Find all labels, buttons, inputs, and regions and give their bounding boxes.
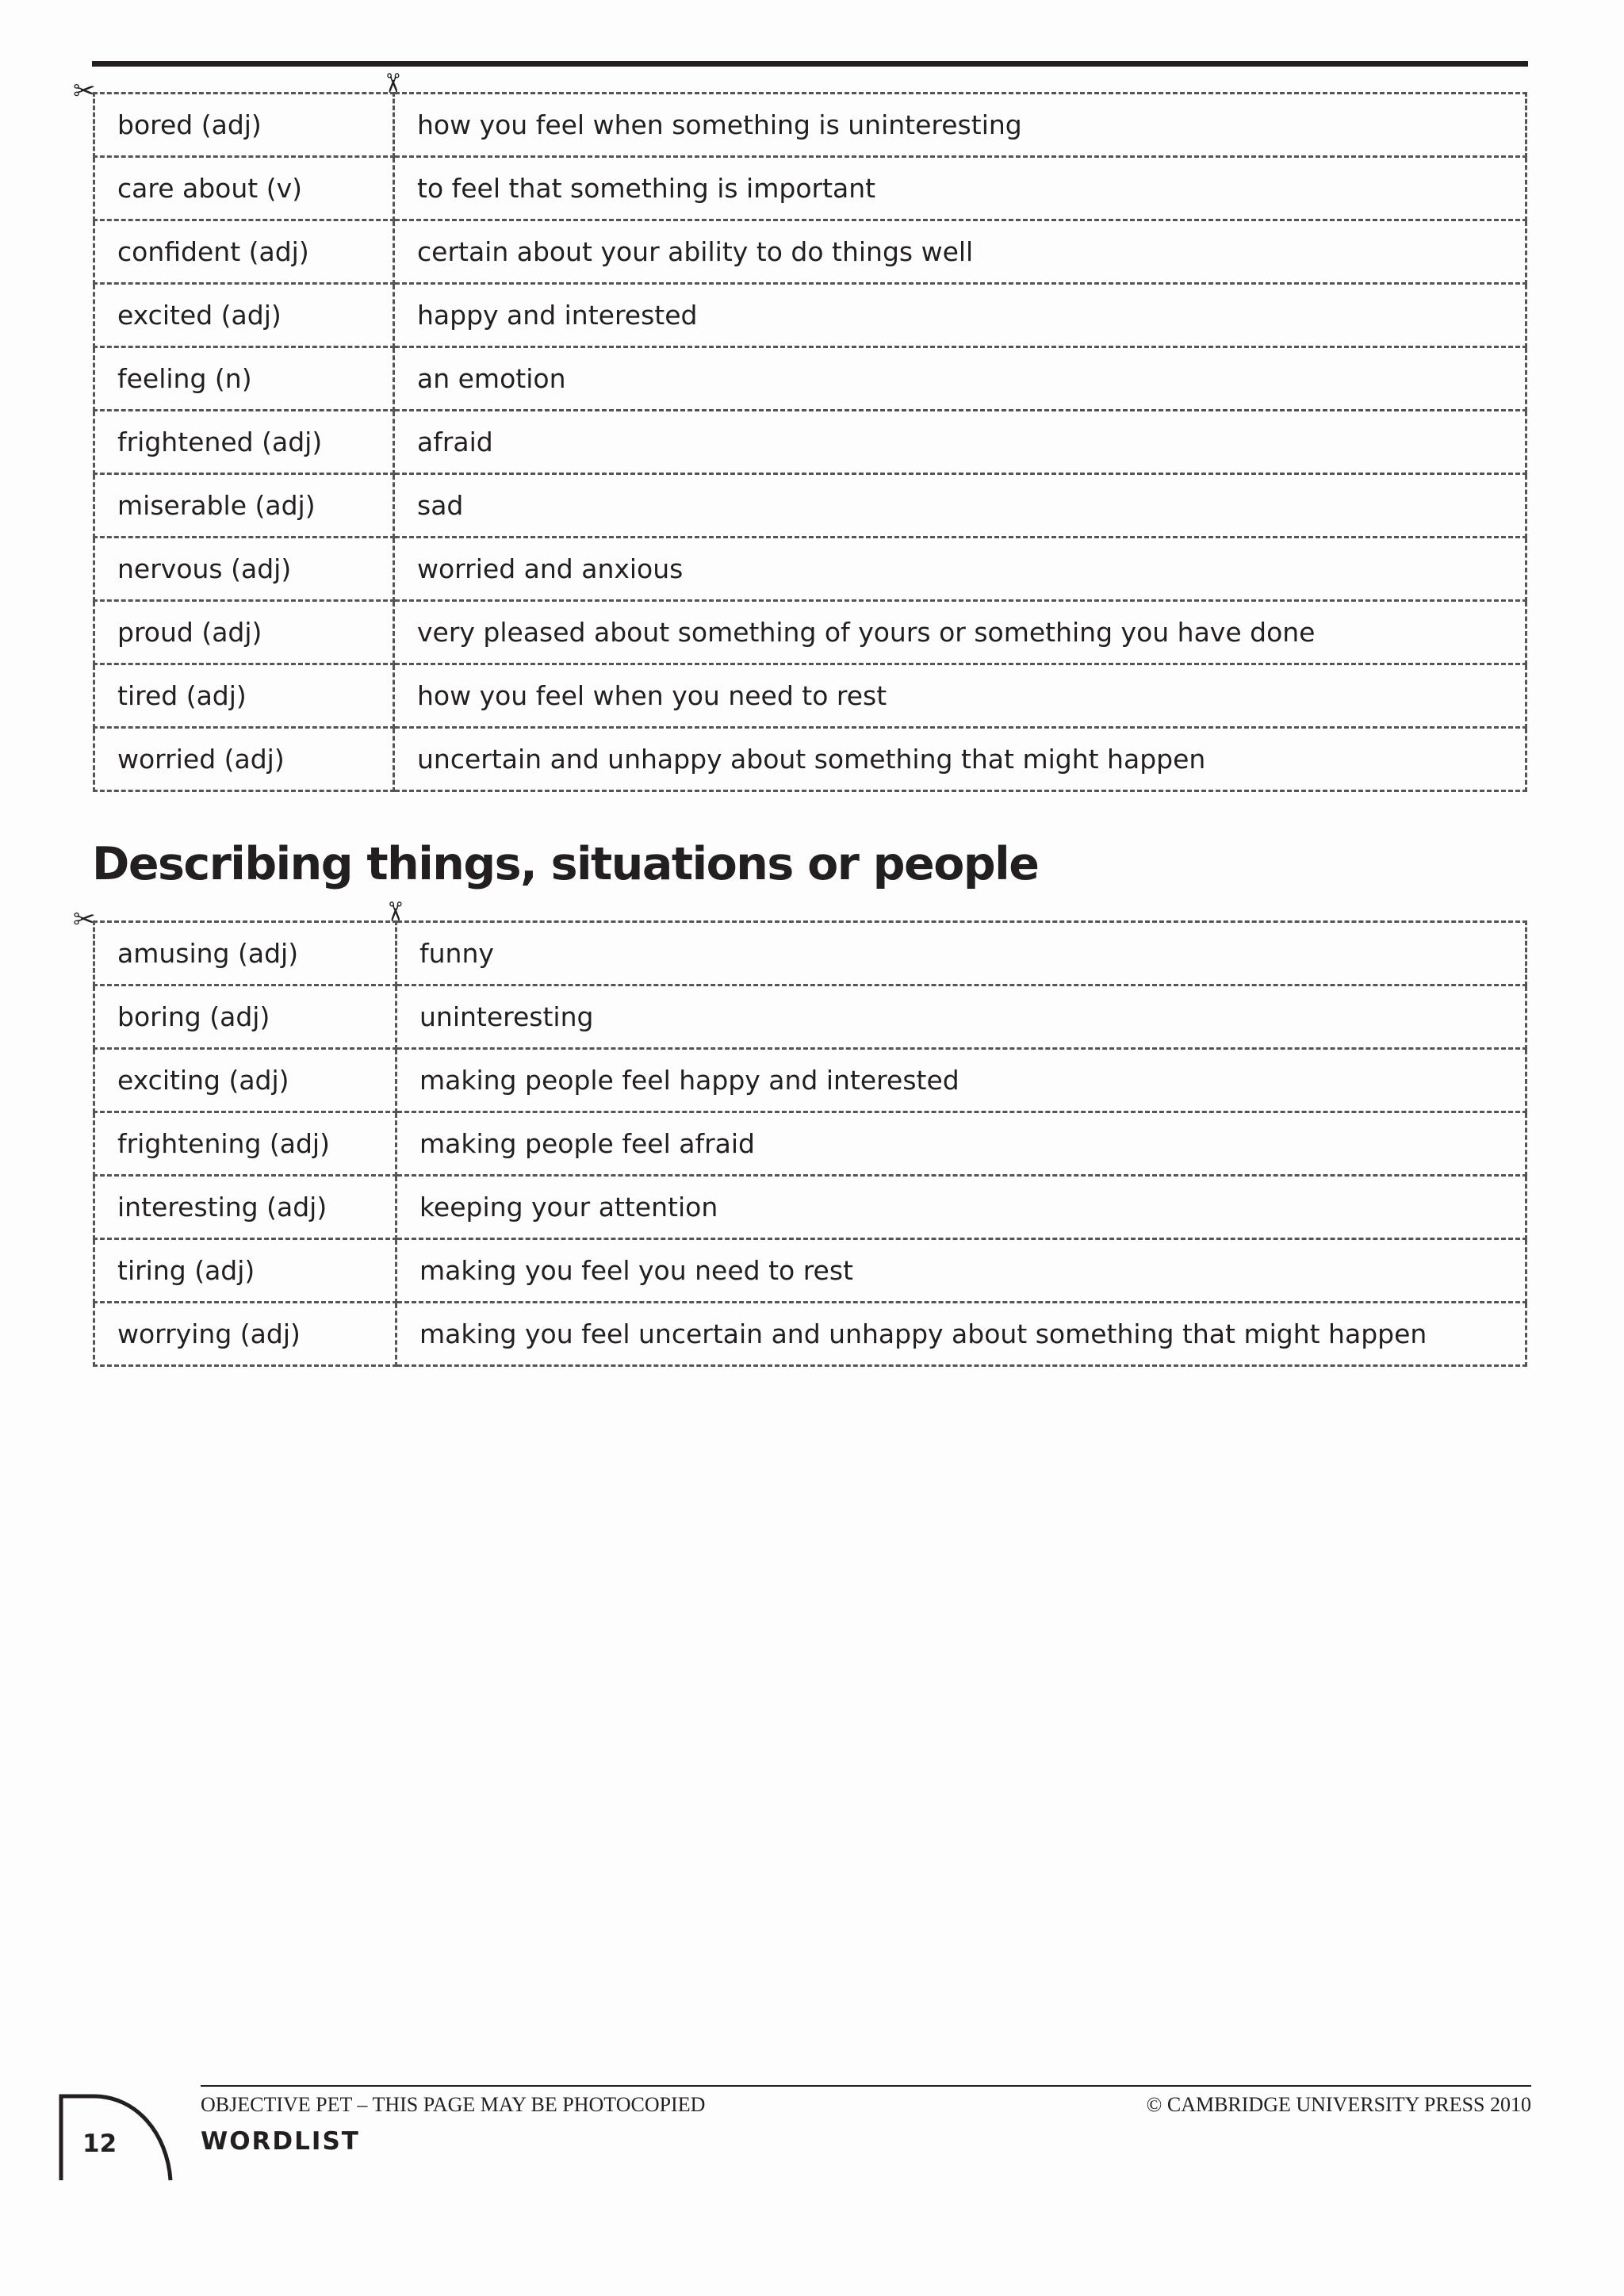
word-cell: frightening (adj)	[94, 1112, 396, 1176]
definition-cell: to feel that something is important	[394, 157, 1526, 220]
table-row	[94, 664, 1526, 728]
table-row	[94, 94, 1526, 157]
definition-cell: making people feel happy and interested	[396, 1049, 1526, 1112]
definition-cell: funny	[396, 922, 1526, 985]
section-heading: Describing things, situations or people	[92, 838, 1039, 890]
word-cell: tired (adj)	[94, 664, 394, 728]
table-row	[94, 284, 1526, 347]
definition-cell: keeping your attention	[396, 1176, 1526, 1239]
table-row	[94, 1049, 1526, 1112]
scissors-icon: ✂	[73, 75, 96, 107]
table-row	[94, 728, 1526, 791]
feelings-table	[93, 92, 1527, 792]
table-row	[94, 474, 1526, 538]
scissors-icon: ✂	[376, 71, 408, 95]
definition-cell: making people feel afraid	[396, 1112, 1526, 1176]
table-row	[94, 922, 1526, 985]
definition-cell: making you feel uncertain and unhappy about something that might happen	[396, 1303, 1526, 1366]
describing-table	[93, 920, 1527, 1367]
top-rule	[92, 61, 1528, 67]
table-row	[94, 347, 1526, 411]
word-cell: miserable (adj)	[94, 474, 394, 538]
definition-cell: sad	[394, 474, 1526, 538]
definition-cell: very pleased about something of yours or something you have done	[394, 601, 1526, 664]
footer-section-label: WORDLIST	[201, 2127, 360, 2156]
word-cell: care about (v)	[94, 157, 394, 220]
definition-cell: afraid	[394, 411, 1526, 474]
table-row	[94, 1303, 1526, 1366]
word-cell: exciting (adj)	[94, 1049, 396, 1112]
definition-cell: how you feel when something is uninteresting	[394, 94, 1526, 157]
definition-cell: worried and anxious	[394, 538, 1526, 601]
word-cell: nervous (adj)	[94, 538, 394, 601]
table-row	[94, 1112, 1526, 1176]
word-cell: worried (adj)	[94, 728, 394, 791]
page-number: 12	[82, 2130, 117, 2158]
table-row	[94, 411, 1526, 474]
photocopy-notice: OBJECTIVE PET – THIS PAGE MAY BE PHOTOCOPIED	[201, 2093, 706, 2116]
footer-rule	[201, 2085, 1531, 2087]
scissors-icon: ✂	[73, 904, 96, 936]
copyright-notice: © CAMBRIDGE UNIVERSITY PRESS 2010	[1146, 2093, 1531, 2116]
table-row	[94, 538, 1526, 601]
scissors-icon: ✂	[378, 900, 411, 924]
table-row	[94, 220, 1526, 284]
word-cell: tiring (adj)	[94, 1239, 396, 1303]
word-cell: proud (adj)	[94, 601, 394, 664]
definition-cell: making you feel you need to rest	[396, 1239, 1526, 1303]
word-cell: bored (adj)	[94, 94, 394, 157]
word-cell: boring (adj)	[94, 985, 396, 1049]
definition-cell: an emotion	[394, 347, 1526, 411]
word-cell: confident (adj)	[94, 220, 394, 284]
table-row	[94, 157, 1526, 220]
table-row	[94, 1239, 1526, 1303]
table-row	[94, 985, 1526, 1049]
table-row	[94, 601, 1526, 664]
word-cell: feeling (n)	[94, 347, 394, 411]
word-cell: interesting (adj)	[94, 1176, 396, 1239]
word-cell: worrying (adj)	[94, 1303, 396, 1366]
word-cell: frightened (adj)	[94, 411, 394, 474]
definition-cell: certain about your ability to do things well	[394, 220, 1526, 284]
word-cell: amusing (adj)	[94, 922, 396, 985]
definition-cell: how you feel when you need to rest	[394, 664, 1526, 728]
definition-cell: happy and interested	[394, 284, 1526, 347]
table-row	[94, 1176, 1526, 1239]
word-cell: excited (adj)	[94, 284, 394, 347]
definition-cell: uncertain and unhappy about something that might happen	[394, 728, 1526, 791]
definition-cell: uninteresting	[396, 985, 1526, 1049]
